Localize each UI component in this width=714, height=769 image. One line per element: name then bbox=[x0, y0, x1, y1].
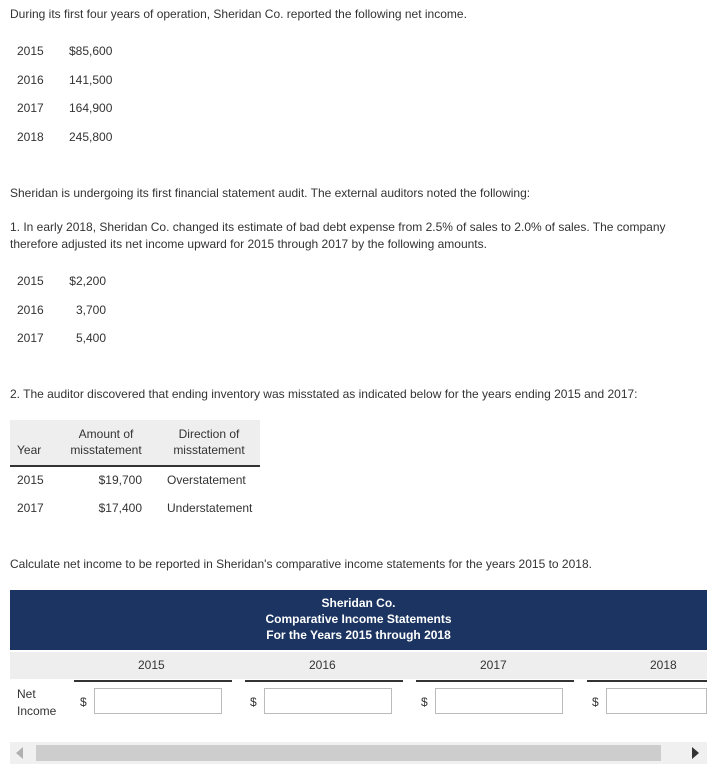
list-year: 2017 bbox=[17, 331, 44, 345]
statement-title: Comparative Income Statements bbox=[265, 612, 452, 626]
currency-symbol: $ bbox=[421, 695, 428, 709]
header-year: Year bbox=[17, 443, 42, 457]
net-income-2016-input[interactable] bbox=[264, 688, 392, 714]
scrollbar-thumb[interactable] bbox=[36, 745, 661, 761]
header-direction-line1: Direction of bbox=[178, 427, 240, 441]
list-year: 2016 bbox=[17, 73, 44, 87]
list-year: 2018 bbox=[17, 130, 44, 144]
column-2018: 2018 bbox=[650, 658, 677, 672]
scroll-left-arrow-icon[interactable] bbox=[16, 747, 23, 759]
list-year: 2015 bbox=[17, 44, 44, 58]
statement-column-header bbox=[10, 652, 707, 679]
row-direction: Understatement bbox=[167, 501, 253, 515]
currency-symbol: $ bbox=[592, 695, 599, 709]
statement-banner bbox=[10, 590, 707, 650]
misstatement-table-header bbox=[10, 420, 260, 467]
intro-text: During its first four years of operation, Sheridan Co. reported the following net income. bbox=[10, 7, 467, 21]
row-label-line2: Income bbox=[17, 704, 57, 718]
scroll-right-arrow-icon[interactable] bbox=[692, 747, 699, 759]
column-underline bbox=[74, 680, 232, 682]
list-amount: 164,900 bbox=[69, 101, 113, 115]
currency-symbol: $ bbox=[80, 695, 87, 709]
list-year: 2017 bbox=[17, 101, 44, 115]
list-amount: 5,400 bbox=[75, 331, 106, 345]
header-amount-line2: misstatement bbox=[70, 443, 142, 457]
column-underline bbox=[587, 680, 707, 682]
column-2017: 2017 bbox=[480, 658, 507, 672]
row-year: 2015 bbox=[17, 473, 44, 487]
statement-company: Sheridan Co. bbox=[321, 596, 396, 610]
list-amount: $2,200 bbox=[69, 274, 106, 288]
horizontal-scrollbar[interactable] bbox=[10, 742, 707, 764]
net-income-2017-input[interactable] bbox=[435, 688, 563, 714]
currency-symbol: $ bbox=[250, 695, 257, 709]
column-2016: 2016 bbox=[309, 658, 336, 672]
row-label-net-income bbox=[17, 686, 56, 720]
instruction-text: Calculate net income to be reported in Sheridan's comparative income statements for the years 2015 to 2018. bbox=[10, 557, 592, 571]
list-year: 2016 bbox=[17, 303, 44, 317]
row-label-line1: Net bbox=[17, 687, 36, 701]
header-direction-line2: misstatement bbox=[173, 443, 245, 457]
column-underline bbox=[245, 680, 403, 682]
item2-text: 2. The auditor discovered that ending inventory was misstated as indicated below for the years ending 2015 and 2017: bbox=[10, 387, 638, 401]
list-amount: 245,800 bbox=[69, 130, 113, 144]
net-income-2015-input[interactable] bbox=[94, 688, 222, 714]
statement-period: For the Years 2015 through 2018 bbox=[266, 628, 451, 642]
header-amount-line1: Amount of bbox=[78, 427, 134, 441]
row-direction: Overstatement bbox=[167, 473, 246, 487]
row-amount: $17,400 bbox=[98, 501, 142, 515]
net-income-2018-input[interactable] bbox=[606, 688, 707, 714]
column-2015: 2015 bbox=[138, 658, 165, 672]
list-amount: 141,500 bbox=[69, 73, 113, 87]
item1-text: 1. In early 2018, Sheridan Co. changed its estimate of bad debt expense from 2.5% of sales to 2.0% of sales. The company therefore adjusted its net income upward for 2015 through 2017 by the following amounts. bbox=[10, 220, 666, 251]
column-underline bbox=[416, 680, 574, 682]
row-year: 2017 bbox=[17, 501, 44, 515]
list-year: 2015 bbox=[17, 274, 44, 288]
list-amount: $85,600 bbox=[69, 44, 113, 58]
audit-intro-text: Sheridan is undergoing its first financial statement audit. The external auditors noted the following: bbox=[10, 186, 531, 200]
list-amount: 3,700 bbox=[75, 303, 106, 317]
row-amount: $19,700 bbox=[98, 473, 142, 487]
